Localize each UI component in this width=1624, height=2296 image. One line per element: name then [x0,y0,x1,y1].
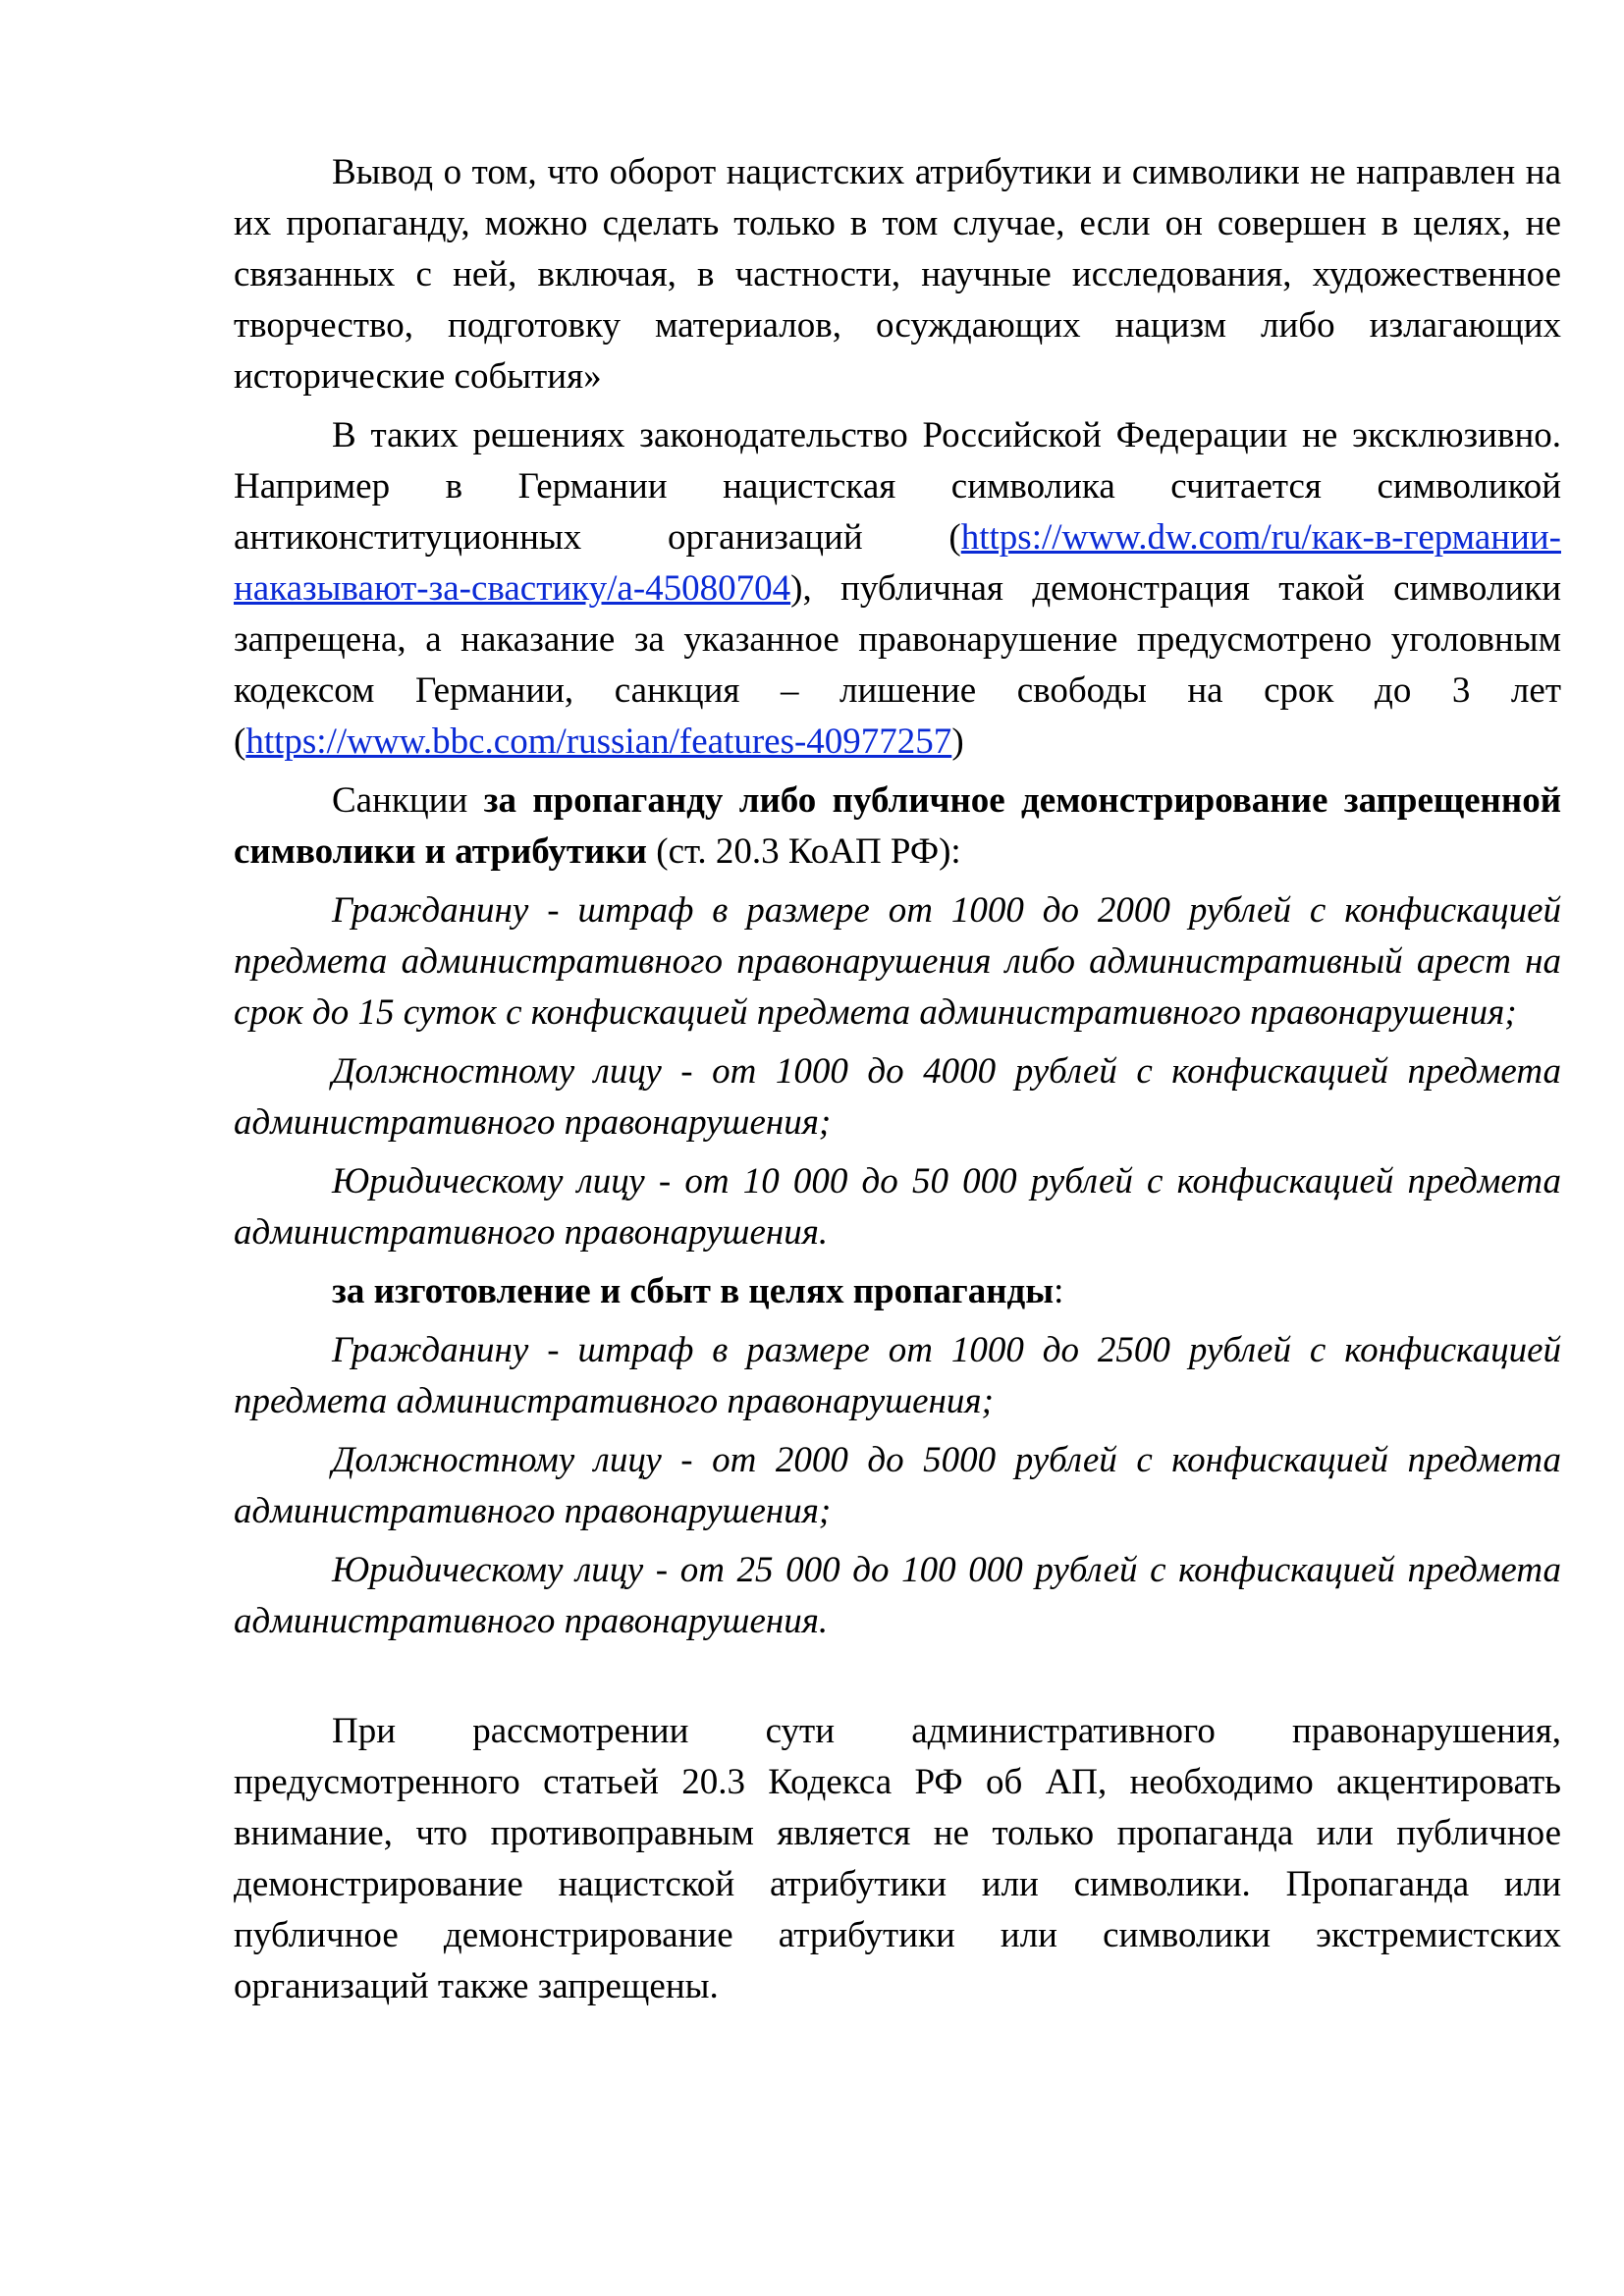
sanction2-legal-entity: Юридическому лицу - от 25 000 до 100 000 рублей с конфискацией предмета административного правонарушения. [234,1550,1561,1641]
text-segment: ) [951,721,964,762]
sanction-official: Должностному лицу - от 1000 до 4000 рублей с конфискацией предмета административного правонарушения; [234,1051,1561,1143]
sanction2-official: Должностному лицу - от 2000 до 5000 рублей с конфискацией предмета административного правонарушения; [234,1440,1561,1531]
sanction-citizen: Гражданину - штраф в размере от 1000 до 2000 рублей с конфискацией предмета административного правонарушения либо административный арест на срок до 15 суток с конфискацией предмета административного правонарушения; [234,890,1561,1033]
sanction-legal-entity: Юридическому лицу - от 10 000 до 50 000 рублей с конфискацией предмета административного правонарушения. [234,1161,1561,1253]
text-segment: В таких решениях законодательство Российской Федерации не эксклюзивно. Например в Германии нацистская символика считается символикой антиконституционных организаций ( [234,415,1561,558]
text-segment: : [1054,1271,1064,1311]
paragraph-manufacture-heading [234,1266,1561,1317]
link-dw-article[interactable]: https://www.dw.com/ru/как-в-германии-наказывают-за-свастику/a-45080704 [234,517,1561,609]
bold-phrase: за пропаганду либо публичное демонстрирование запрещенной символики и атрибутики [234,780,1562,872]
document-page [234,147,1561,2020]
paragraph-article-20-3: При рассмотрении сути административного правонарушения, предусмотренного статьей 20.3 Кодекса РФ об АП, необходимо акцентировать внимание, что противоправным является не только пропаганда или публичное демонстрирование нацистской атрибутики или символики. Пропаганда или публичное демонстрирование атрибутики или символики экстремистских организаций также запрещены. [234,1711,1561,2006]
bold-phrase: за изготовление и сбыт в целях пропаганды [332,1271,1055,1311]
text-segment: (ст. 20.3 КоАП РФ): [647,831,961,872]
text-segment: ), публичная демонстрация такой символики запрещена, а наказание за указанное правонарушение предусмотрено уголовным кодексом Германии, санкция – лишение свободы на срок до 3 лет ( [234,568,1561,762]
paragraph-sanctions-heading [234,775,1561,878]
text-segment: Санкции [332,780,484,821]
sanction2-citizen: Гражданину - штраф в размере от 1000 до 2500 рублей с конфискацией предмета административного правонарушения; [234,1330,1561,1421]
paragraph-conclusion: Вывод о том, что оборот нацистских атрибутики и символики не направлен на их пропаганду, можно сделать только в том случае, если он совершен в целях, не связанных с ней, включая, в частности, научные исследования, художественное творчество, подготовку материалов, осуждающих нацизм либо излагающих исторические события» [234,152,1561,397]
paragraph-germany-legislation [234,410,1561,768]
link-bbc-article[interactable]: https://www.bbc.com/russian/features-40977257 [245,721,952,762]
